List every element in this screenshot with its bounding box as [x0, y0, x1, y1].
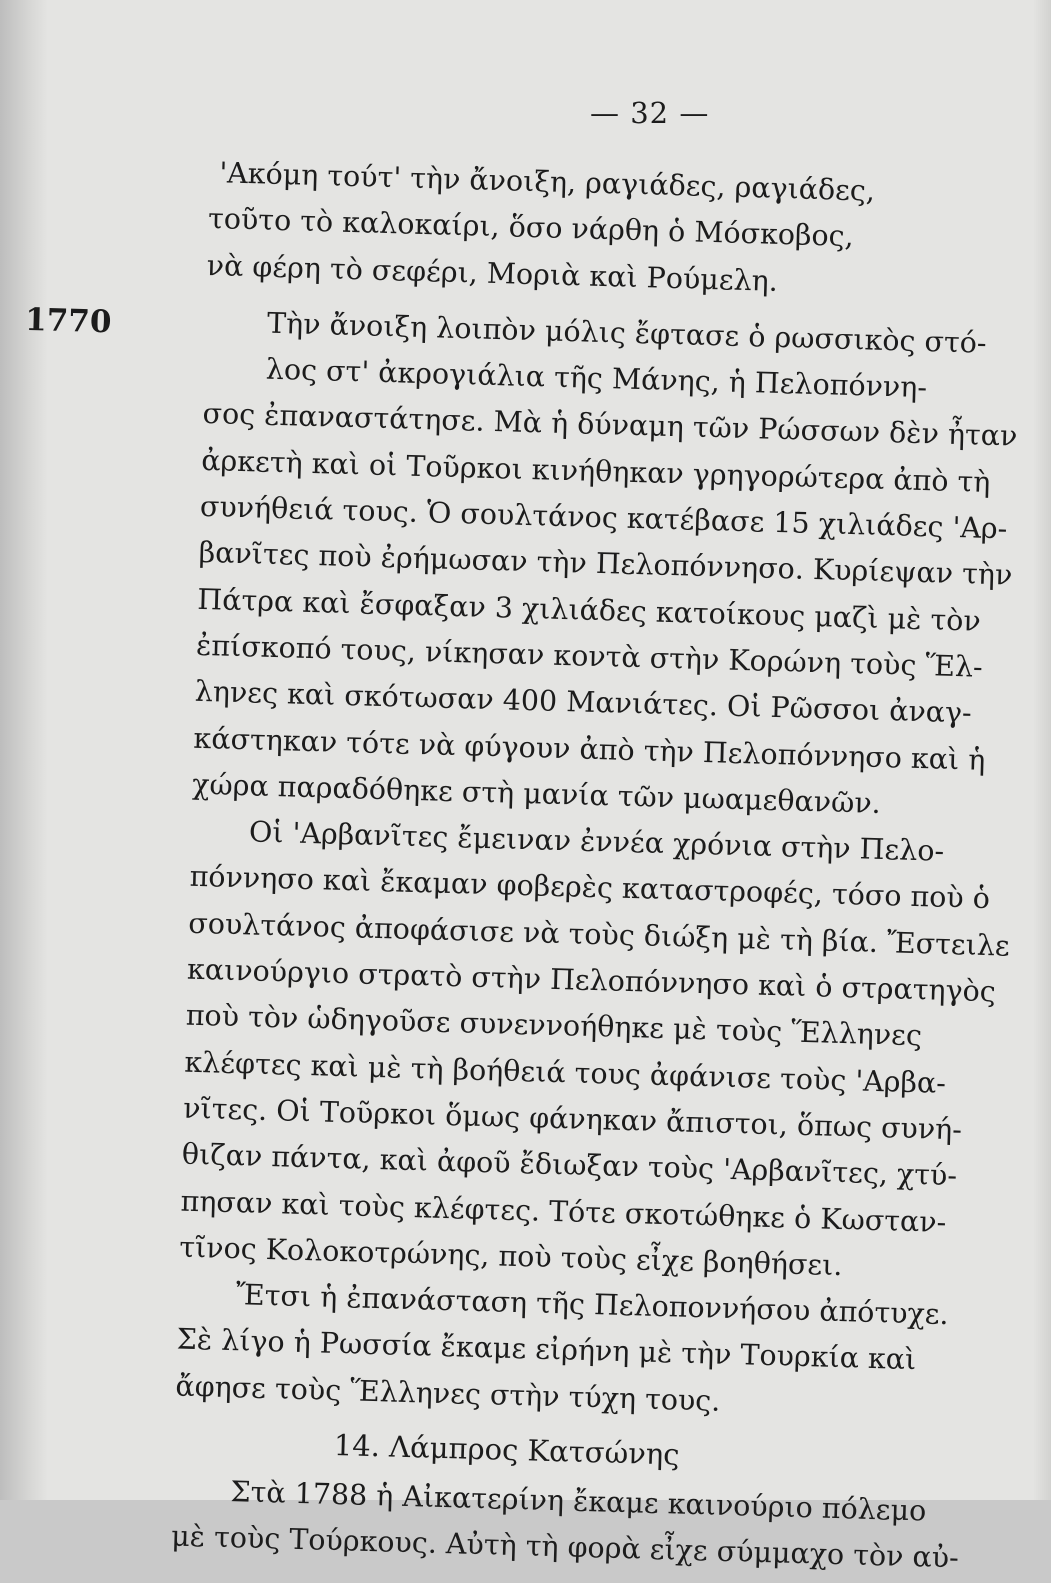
text-line: ἀρκετὴ καὶ οἱ Τοῦρκοι κινήθηκαν γρηγορώτερα ἀπὸ τὴ: [200, 443, 991, 499]
text-line: κάστηκαν τότε νὰ φύγουν ἀπὸ τὴν Πελοπόννησο καὶ ἡ: [193, 721, 986, 777]
text-line: χώρα παραδόθηκε στὴ μανία τῶν μωαμεθανῶν.: [191, 767, 882, 820]
text-line: ληνες καὶ σκότωσαν 400 Μανιάτες. Οἱ Ρῶσσοι ἀναγ-: [194, 675, 973, 730]
paragraph-revolt-failed: [175, 1271, 950, 1431]
text-line: μὲ τοὺς Τούρκους. Αὐτὴ τὴ φορὰ εἶχε σύμμαχο τὸν αὐ-: [170, 1519, 960, 1575]
text-line: ἄφησε τοὺς Ἕλληνες στὴν τύχη τους.: [175, 1369, 721, 1418]
text-line: ἐπίσκοπό τους, νίκησαν κοντὰ στὴν Κορώνη τοὺς Ἕλ-: [195, 628, 984, 684]
page-text-body: [24, 150, 1018, 1581]
poem-line: 'Ακόμη τούτ' τὴν ἄνοιξη, ραγιάδες, ραγιάδες,: [218, 156, 876, 208]
text-line: ποὺ τὸν ὡδηγοῦσε συνεννοήθηκε μὲ τοὺς Ἕλληνες: [185, 999, 923, 1053]
poem-block: [206, 150, 970, 310]
text-line: Στὰ 1788 ἡ Αἰκατερίνη ἔκαμε καινούριο πόλεμο: [230, 1475, 927, 1528]
text-line: νῖτες. Οἱ Τοῦρκοι ὅμως φάνηκαν ἄπιστοι, ὅπως συνή-: [182, 1091, 963, 1147]
text-line: Σὲ λίγο ἡ Ρωσσία ἔκαμε εἰρήνη μὲ τὴν Τουρκία καὶ: [176, 1322, 917, 1377]
margin-year: 1770: [24, 301, 112, 341]
text-line: Οἱ 'Αρβανῖτες ἔμειναν ἐννέα χρόνια στὴν Πελο-: [248, 815, 945, 868]
page-gutter-shadow: [0, 0, 48, 1500]
text-line: σουλτάνος ἀποφάσισε νὰ τοὺς διώξη μὲ τὴ βία. Ἔστειλε: [187, 906, 1011, 963]
text-line: πόννησο καὶ ἔκαμαν φοβερὲς καταστροφές, τόσο ποὺ ὁ: [189, 860, 991, 916]
paragraph-albanians: [178, 808, 1011, 1292]
poem-line: τοῦτο τὸ καλοκαίρι, ὅσο νάρθη ὁ Μόσκοβος,: [207, 202, 855, 254]
page-edge-shadow: [1033, 0, 1051, 1500]
page-number: — 32 —: [590, 96, 710, 130]
section-heading: 14. Λάμπρος Κατσώνης: [333, 1427, 680, 1472]
text-line: Τὴν ἄνοιξη λοιπὸν μόλις ἔφτασε ὁ ρωσσικὸς στό-: [266, 306, 988, 360]
poem-line: νὰ φέρη τὸ σεφέρι, Μοριὰ καὶ Ρούμελη.: [206, 248, 779, 298]
paragraph-katsonis: [170, 1468, 960, 1582]
text-line: θιζαν πάντα, καὶ ἀφοῦ ἔδιωξαν τοὺς 'Αρβανῖτες, χτύ-: [181, 1137, 958, 1193]
text-line: Πάτρα καὶ ἔσφαξαν 3 χιλιάδες κατοίκους μαζὶ μὲ τὸν: [196, 582, 982, 638]
text-line: τῖνος Κολοκοτρώνης, ποὺ τοὺς εἶχε βοηθήσει.: [178, 1230, 843, 1282]
text-line: Ἔτσι ἡ ἐπανάσταση τῆς Πελοποννήσου ἀπότυχε.: [235, 1278, 950, 1332]
text-line: λος στ' ἀκρογιάλια τῆς Μάνης, ἡ Πελοπόννη-: [265, 352, 928, 405]
text-line: καινούργιο στρατὸ στὴν Πελοπόννησο καὶ ὁ στρατηγὸς: [186, 952, 997, 1009]
text-line: συνήθειά τους. Ὁ σουλτάνος κατέβασε 15 χιλιάδες 'Αρ-: [199, 489, 1008, 546]
paragraph-1770-revolt: [191, 299, 1018, 829]
text-line: σος ἐπαναστάτησε. Μὰ ἡ δύναμη τῶν Ρώσσων δὲν ἦταν: [202, 397, 1018, 454]
text-line: βανῖτες ποὺ ἐρήμωσαν τὴν Πελοπόννησο. Κυρίεψαν τὴν: [198, 536, 1013, 592]
text-line: κλέφτες καὶ μὲ τὴ βοήθειά τους ἀφάνισε τοὺς 'Αρβα-: [184, 1045, 947, 1100]
text-line: πησαν καὶ τοὺς κλέφτες. Τότε σκοτώθηκε ὁ Κωσταν-: [180, 1184, 947, 1239]
